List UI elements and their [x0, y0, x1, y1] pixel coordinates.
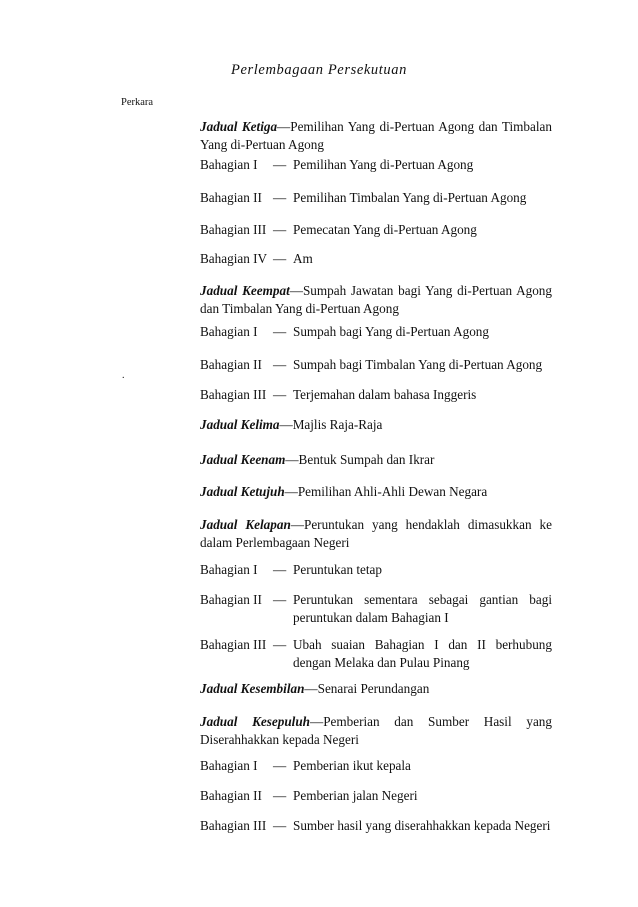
schedule-entry — [200, 483, 552, 501]
perkara-label: Perkara — [121, 97, 154, 108]
schedule-title: Jadual Ketujuh — [200, 484, 285, 499]
part-dash: — — [273, 324, 287, 339]
part-description: Ubah suaian Bahagian I dan II berhubung dengan Melaka dan Pulau Pinang — [293, 637, 552, 670]
part-entry — [200, 386, 552, 404]
part-entry — [200, 250, 552, 268]
schedule-title: Jadual Ketiga — [200, 119, 278, 134]
schedule-title: Jadual Keempat — [200, 283, 290, 298]
part-description: Sumber hasil yang diserahhakkan kepada Negeri — [293, 818, 551, 833]
part-dash: — — [273, 758, 287, 773]
schedule-title: Jadual Keenam — [200, 452, 286, 467]
page-header: Perlembagaan Persekutuan — [231, 62, 407, 78]
part-dash: — — [273, 357, 287, 372]
schedule-title: Jadual Kelapan — [200, 517, 291, 532]
part-entry — [200, 591, 552, 627]
part-entry — [200, 757, 552, 775]
part-label: Bahagian III — [200, 222, 267, 237]
part-entry — [200, 817, 552, 835]
part-description: Pemecatan Yang di-Pertuan Agong — [293, 222, 477, 237]
schedule-entry — [200, 451, 552, 469]
part-dash: — — [273, 222, 287, 237]
part-dash: — — [273, 818, 287, 833]
schedule-entry — [200, 416, 552, 434]
part-description: Sumpah bagi Timbalan Yang di-Pertuan Agong — [293, 357, 543, 372]
part-entry — [200, 189, 552, 207]
part-entry — [200, 561, 552, 579]
schedule-entry — [200, 282, 552, 318]
schedule-description: —Senarai Perundangan — [304, 681, 430, 696]
part-label: Bahagian I — [200, 562, 258, 577]
part-description: Am — [293, 251, 313, 266]
part-description: Pemberian ikut kepala — [293, 758, 411, 773]
schedule-description: —Sumpah Jawatan bagi Yang di-Pertuan Agong dan Timbalan Yang di-Pertuan Agong — [200, 283, 552, 316]
schedule-description: —Bentuk Sumpah dan Ikrar — [285, 452, 435, 467]
part-entry — [200, 636, 552, 672]
part-description: Pemberian jalan Negeri — [293, 788, 418, 803]
part-label: Bahagian II — [200, 357, 262, 372]
part-description: Sumpah bagi Yang di-Pertuan Agong — [293, 324, 489, 339]
schedule-title: Jadual Kelima — [200, 417, 280, 432]
schedule-entry — [200, 516, 552, 552]
schedule-description: —Pemberian dan Sumber Hasil yang Diserahhakkan kepada Negeri — [200, 714, 552, 747]
part-label: Bahagian I — [200, 157, 258, 172]
schedule-entry — [200, 118, 552, 154]
part-dash: — — [273, 387, 287, 402]
schedule-description: —Pemilihan Ahli-Ahli Dewan Negara — [284, 484, 488, 499]
part-entry — [200, 156, 552, 174]
part-dash: — — [273, 190, 287, 205]
part-label: Bahagian I — [200, 758, 258, 773]
part-description: Pemilihan Timbalan Yang di-Pertuan Agong — [293, 190, 527, 205]
part-entry — [200, 356, 552, 374]
part-description: Peruntukan sementara sebagai gantian bagi peruntukan dalam Bahagian I — [293, 592, 552, 625]
stray-mark: . — [122, 370, 125, 381]
schedule-description: —Peruntukan yang hendaklah dimasukkan ke dalam Perlembagaan Negeri — [200, 517, 552, 550]
part-label: Bahagian IV — [200, 251, 268, 266]
part-label: Bahagian II — [200, 592, 262, 607]
part-description: Terjemahan dalam bahasa Inggeris — [293, 387, 477, 402]
part-label: Bahagian III — [200, 387, 267, 402]
part-dash: — — [273, 251, 287, 266]
part-entry — [200, 323, 552, 341]
schedule-description: —Pemilihan Yang di-Pertuan Agong dan Timbalan Yang di-Pertuan Agong — [200, 119, 552, 152]
part-label: Bahagian III — [200, 818, 267, 833]
part-dash: — — [273, 788, 287, 803]
part-description: Peruntukan tetap — [293, 562, 382, 577]
part-dash: — — [273, 157, 287, 172]
schedule-title: Jadual Kesembilan — [200, 681, 305, 696]
schedule-description: —Majlis Raja-Raja — [279, 417, 383, 432]
part-label: Bahagian I — [200, 324, 258, 339]
schedule-entry — [200, 680, 552, 698]
schedule-title: Jadual Kesepuluh — [200, 714, 310, 729]
part-entry — [200, 787, 552, 805]
part-entry — [200, 221, 552, 239]
part-dash: — — [273, 637, 287, 652]
schedule-entry — [200, 713, 552, 749]
part-label: Bahagian II — [200, 190, 262, 205]
part-dash: — — [273, 562, 287, 577]
part-description: Pemilihan Yang di-Pertuan Agong — [293, 157, 474, 172]
part-label: Bahagian III — [200, 637, 267, 652]
part-label: Bahagian II — [200, 788, 262, 803]
part-dash: — — [273, 592, 287, 607]
